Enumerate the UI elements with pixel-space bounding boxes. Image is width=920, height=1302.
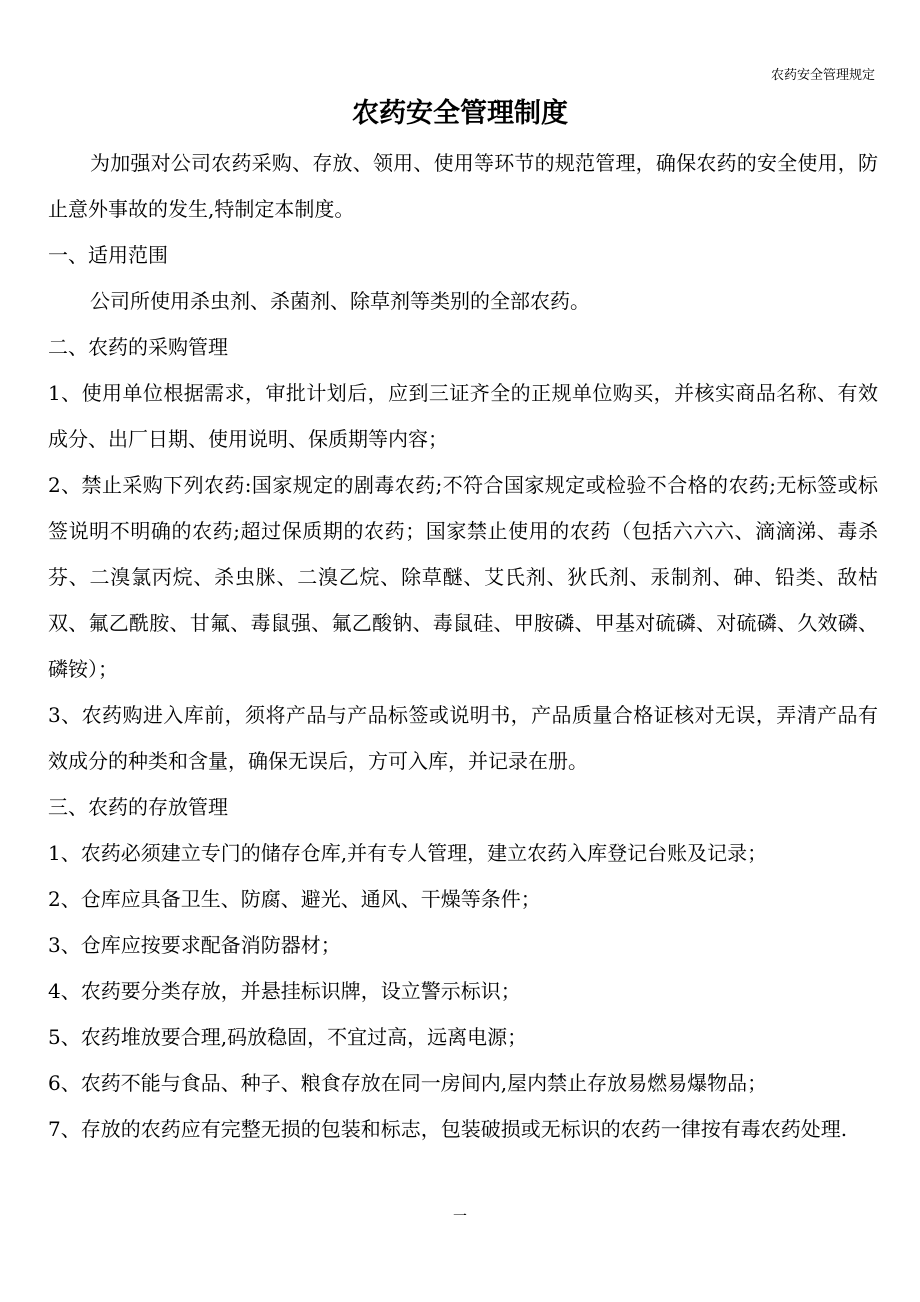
intro-paragraph: 为加强对公司农药采购、存放、领用、使用等环节的规范管理，确保农药的安全使用，防止意外事故的发生,特制定本制度。	[48, 151, 878, 221]
document-body	[48, 140, 878, 1152]
section-heading: 二、农药的采购管理	[48, 335, 228, 359]
list-item: 5、农药堆放要合理,码放稳固，不宜过高，远离电源；	[48, 1025, 528, 1049]
page-number: 一	[453, 1209, 467, 1225]
list-item: 2、仓库应具备卫生、防腐、避光、通风、干燥等条件；	[48, 887, 541, 911]
list-item: 1、使用单位根据需求，审批计划后，应到三证齐全的正规单位购买，并核实商品名称、有效成分、出厂日期、使用说明、保质期等内容；	[48, 381, 878, 451]
list-item: 6、农药不能与食品、种子、粮食存放在同一房间内,屋内禁止存放易燃易爆物品；	[48, 1071, 768, 1095]
section-heading: 一、适用范围	[48, 243, 168, 267]
document-title: 农药安全管理制度	[352, 98, 568, 129]
list-item: 4、农药要分类存放，并悬挂标识牌，设立警示标识；	[48, 979, 521, 1003]
list-item: 7、存放的农药应有完整无损的包装和标志，包装破损或无标识的农药一律按有毒农药处理.	[48, 1117, 848, 1141]
list-item: 2、禁止采购下列农药:国家规定的剧毒农药;不符合国家规定或检验不合格的农药;无标签或标签说明不明确的农药;超过保质期的农药；国家禁止使用的农药（包括六六六、滴滴涕、毒杀芬、二溴氯丙烷、杀虫脒、二溴乙烷、除草醚、艾氏剂、狄氏剂、汞制剂、砷、铅类、敌枯双、氟乙酰胺、甘氟、毒鼠强、氟乙酸钠、毒鼠硅、甲胺磷、甲基对硫磷、对硫磷、久效磷、磷铵）；	[48, 473, 878, 681]
list-item: 3、仓库应按要求配备消防器材；	[48, 933, 341, 957]
list-item: 3、农药购进入库前，须将产品与产品标签或说明书，产品质量合格证核对无误，弄清产品有效成分的种类和含量，确保无误后，方可入库，并记录在册。	[48, 703, 878, 773]
list-item: 1、农药必须建立专门的储存仓库,并有专人管理，建立农药入库登记台账及记录；	[48, 841, 768, 865]
section-paragraph: 公司所使用杀虫剂、杀菌剂、除草剂等类别的全部农药。	[90, 289, 590, 313]
section-heading: 三、农药的存放管理	[48, 795, 228, 819]
running-header: 农药安全管理规定	[770, 68, 875, 83]
